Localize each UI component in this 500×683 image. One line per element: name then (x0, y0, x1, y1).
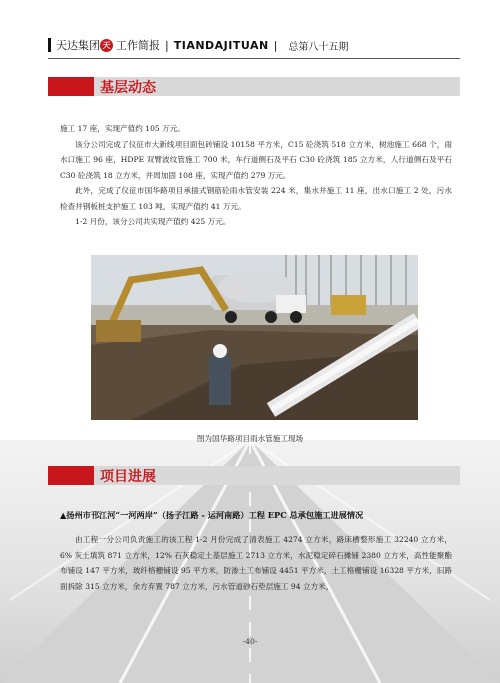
logo-char: 天 (102, 40, 111, 50)
section-bar-grassroots (48, 77, 460, 96)
section-red-block (48, 466, 94, 485)
section2-body (60, 532, 452, 594)
company-name: 天达集团 (56, 39, 100, 52)
section-title: 基层动态 (100, 79, 156, 96)
header-bar-mark (48, 38, 51, 52)
paragraph: 1-2 月份，该分公司共实现产值约 425 万元。 (75, 217, 231, 226)
bulletin-name: 工作简报 (116, 39, 160, 52)
page-header (48, 36, 460, 54)
construction-photo-illustration (91, 255, 418, 420)
project-subtitle: ▲扬州市邗江河“一河两岸”（扬子江路 - 运河南路）工程 EPC 总承包施工进展情况 (60, 510, 364, 520)
header-separator-2: | (273, 38, 278, 52)
photo-caption: 图为国华路项目雨水管施工现场 (196, 434, 304, 443)
paragraph: 该分公司完成了仪征市大新线项目面包砖铺设 10158 平方米，C15 砼浇筑 518 立方米，树池施工 668 个，雨水口施工 96 座，HDPE 双臂波纹管施工 700 米，车行道侧石及平石 C30 砼浇筑 185 立方米，人行道侧石及平石 C30 砼浇筑 18 立方米，井周加固 108 座，实现产值约 279 万元。 (60, 139, 452, 180)
paragraph: 由工程一分公司负责施工的该工程 1-2 月份完成了清表施工 4274 立方米，路床槽整形施工 32240 立方米，6% 灰土填筑 871 立方米，12% 石灰稳定土基层施工 2713 立方米，水泥稳定碎石摊铺 2380 立方米，高性能聚酯布铺设 147 平方米，玻纤格栅铺设 95 平方米，防渗土工布铺设 4451 平方米，土工格栅铺设 16328 平方米，旧路面拆除 315 立方米，余方弃置 787 立方米，污水管道砂石垫层施工 94 立方米， (60, 535, 452, 591)
brand-name: TIANDAJITUAN (173, 38, 269, 52)
paragraph: 施工 17 座，实现产值约 105 万元。 (60, 124, 185, 133)
construction-photo (91, 255, 418, 420)
company-logo-icon (100, 39, 113, 52)
section-title: 项目进展 (100, 468, 156, 485)
issue-number: 总第八十五期 (288, 41, 349, 53)
section-bar-project-progress (48, 466, 460, 485)
section-red-block (48, 77, 94, 96)
header-separator: | (165, 38, 169, 52)
paragraph: 此外，完成了仪征市国华路项目承插式钢筋砼雨水管安装 224 米，集水井施工 11 座，出水口施工 2 处，污水检查井钢板桩支护施工 103 吨，实现产值约 41 万元。 (60, 186, 452, 211)
section1-body (60, 121, 452, 230)
page-number: -40- (242, 637, 258, 646)
header-rule (48, 58, 460, 59)
